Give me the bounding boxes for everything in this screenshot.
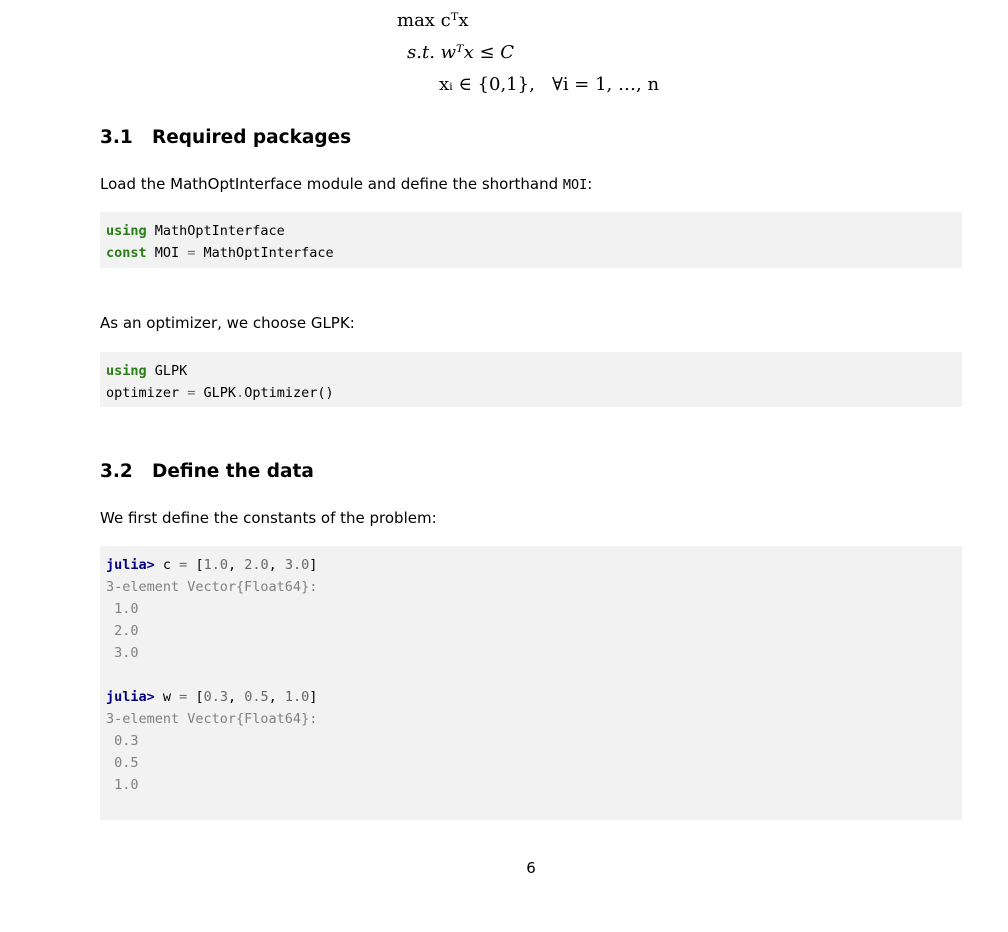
code-token: = bbox=[187, 245, 196, 261]
code-token: 3.0 bbox=[106, 645, 139, 661]
paragraph-text: : bbox=[587, 175, 593, 193]
code-token: 0.5 bbox=[244, 689, 269, 705]
section-number: 3.2 bbox=[100, 461, 133, 482]
code-token: . bbox=[236, 385, 245, 401]
section-heading-3-1 bbox=[100, 127, 351, 148]
code-token: c bbox=[154, 557, 180, 573]
paragraph-optimizer: As an optimizer, we choose GLPK: bbox=[100, 314, 355, 332]
section-title: Required packages bbox=[152, 127, 352, 148]
section-title: Define the data bbox=[152, 461, 314, 482]
code-token: MathOptInterface bbox=[195, 245, 334, 261]
code-token: Optimizer() bbox=[244, 385, 334, 401]
code-token: 2.0 bbox=[106, 623, 139, 639]
formula-constraint: s.t. wᵀx ≤ C bbox=[407, 42, 515, 63]
code-token: = bbox=[179, 557, 188, 573]
code-token: = bbox=[179, 689, 188, 705]
code-token: julia> bbox=[106, 557, 155, 573]
code-token: 1.0 bbox=[106, 777, 139, 793]
code-token: 1.0 bbox=[203, 557, 228, 573]
code-token: 3.0 bbox=[284, 557, 310, 573]
code-block bbox=[100, 212, 962, 268]
code-line bbox=[106, 642, 956, 664]
code-token: , bbox=[227, 557, 245, 573]
code-token: 3-element Vector{Float64}: bbox=[106, 579, 318, 595]
paragraph-load-module bbox=[100, 175, 592, 193]
code-token: = bbox=[187, 385, 196, 401]
code-token: 0.3 bbox=[203, 689, 228, 705]
code-token: 0.5 bbox=[106, 755, 139, 771]
code-token: , bbox=[227, 689, 245, 705]
code-token: [ bbox=[187, 689, 204, 705]
code-line bbox=[106, 242, 956, 264]
code-block bbox=[100, 352, 962, 407]
code-line bbox=[106, 708, 956, 730]
code-token: const bbox=[106, 245, 147, 261]
code-token: 1.0 bbox=[106, 601, 139, 617]
code-line bbox=[106, 664, 956, 686]
code-token: 3-element Vector{Float64}: bbox=[106, 711, 318, 727]
code-token: GLPK bbox=[195, 385, 237, 401]
code-token: MathOptInterface bbox=[146, 223, 285, 239]
formula-objective: max cᵀx bbox=[397, 10, 469, 31]
code-token: optimizer bbox=[106, 385, 188, 401]
code-token: w bbox=[154, 689, 180, 705]
code-line bbox=[106, 360, 956, 382]
paragraph-constants: We first define the constants of the problem: bbox=[100, 509, 437, 527]
page-number: 6 bbox=[526, 859, 536, 877]
code-token: using bbox=[106, 363, 147, 379]
section-heading-3-2 bbox=[100, 461, 314, 482]
paragraph-text: Load the MathOptInterface module and define the shorthand bbox=[100, 175, 563, 193]
code-token: ] bbox=[309, 689, 318, 705]
code-token: MOI bbox=[146, 245, 188, 261]
code-line bbox=[106, 554, 956, 576]
code-token: , bbox=[268, 557, 285, 573]
code-token: [ bbox=[187, 557, 204, 573]
section-number: 3.1 bbox=[100, 127, 133, 148]
code-line bbox=[106, 774, 956, 796]
code-line bbox=[106, 752, 956, 774]
code-line bbox=[106, 598, 956, 620]
code-line bbox=[106, 686, 956, 708]
code-token: GLPK bbox=[146, 363, 188, 379]
inline-code: MOI bbox=[562, 177, 588, 193]
code-token: ] bbox=[309, 557, 318, 573]
code-line bbox=[106, 220, 956, 242]
code-line bbox=[106, 576, 956, 598]
code-line bbox=[106, 730, 956, 752]
code-token: 2.0 bbox=[244, 557, 269, 573]
code-token: using bbox=[106, 223, 147, 239]
code-line bbox=[106, 620, 956, 642]
repl-code-block bbox=[100, 546, 962, 820]
formula-domain: xᵢ ∈ {0,1}, ∀i = 1, …, n bbox=[439, 74, 660, 95]
code-token: julia> bbox=[106, 689, 155, 705]
code-line bbox=[106, 382, 956, 404]
code-token: 0.3 bbox=[106, 733, 139, 749]
code-token: 1.0 bbox=[284, 689, 310, 705]
code-token: , bbox=[268, 689, 285, 705]
